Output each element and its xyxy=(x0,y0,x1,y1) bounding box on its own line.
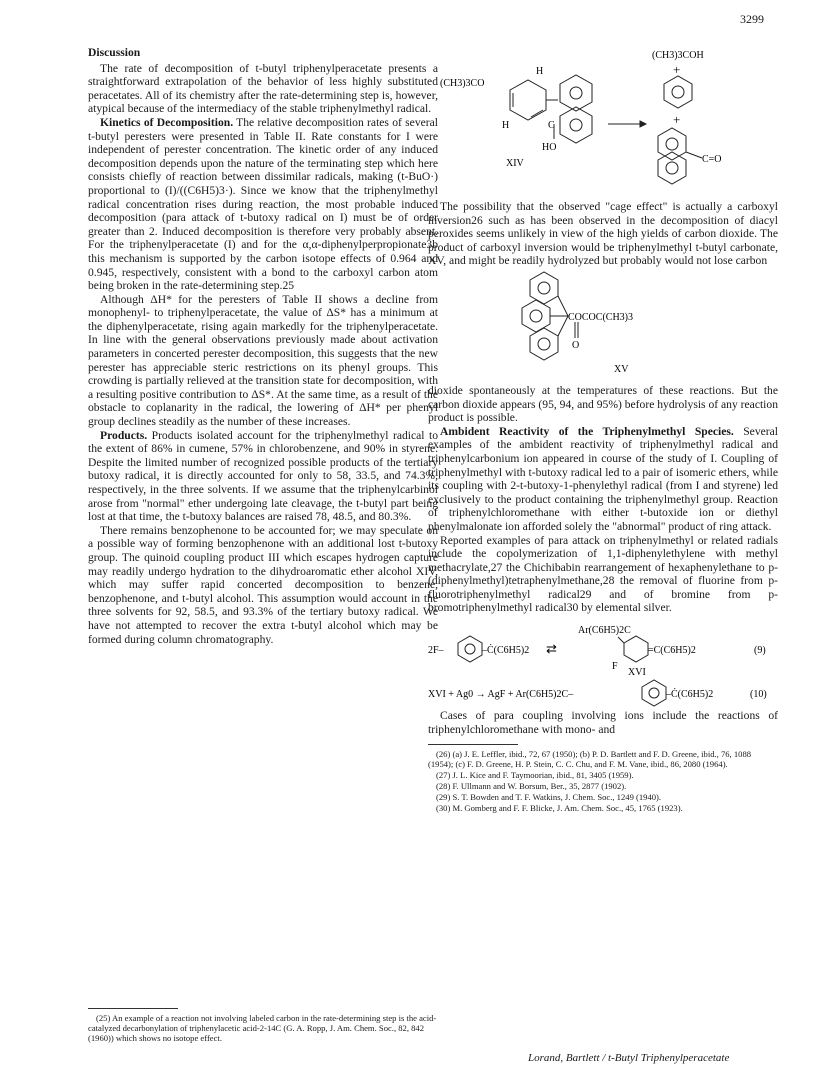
xv-oxygen: O xyxy=(572,339,580,351)
paragraph xyxy=(88,116,438,293)
paragraph: dioxide spontaneously at the temperatures of these reactions. But the carbon dioxide appears (95, 94, and 95%) before hydrolysis of any reaction product is possible. xyxy=(428,383,778,425)
paragraph xyxy=(88,429,438,524)
equilibrium-arrow: ⇄ xyxy=(546,641,557,657)
discussion-heading: Discussion xyxy=(88,46,141,59)
equation-9 xyxy=(428,615,778,677)
page-number: 3299 xyxy=(740,12,764,26)
paragraph: There remains benzophenone to be accounted for; we may speculate on a possible way of forming benzophenone with an additional lost t-butoxy group. The quinoid coupling product III which escapes hydrogen capture may readily undergo hydration to the dihydroaromatic ether alcohol XIV, which may suffer rapid concerted decomposition to benzene, benzophenone, and t-butyl alcohol. This assumption would account in the three solvents for 92, 58.5, and 93.3% of the tertiary butoxy radical. We have not attempted to recover the extra t-butyl alcohol which may be formed during column chromatography. xyxy=(88,523,438,646)
h-label: H xyxy=(502,120,510,131)
paragraph-text: Several examples of the ambident reactivity of triphenylmethyl radical and triphenylcarbonium ion appeared in course of the study of I. Coupling of triphenylmethyl with t-butoxy radical led to a pair of isomeric ethers, while its coupling with 2-t-butoxy-1-phenylethyl radical (from I and styrene) led exclusively to the product containing the triphenylmethyl group. Reaction of triphenylchloromethane with either t-butoxide ion or diethyl phenylmalonate ion afforded solely the "abnormal" product of ring attack. xyxy=(428,424,778,533)
footnote: (25) An example of a reaction not involving labeled carbon in the rate-determining step is the acid-catalyzed decarbonylation of triphenylacetic acid-2-14C (G. A. Ropp, J. Am. Chem. Soc., 82, 842 (1960)) which shows no isotope effect. xyxy=(88,1013,437,1043)
tbuco-label: (CH3)3CO xyxy=(440,78,485,89)
paragraph-text: Products isolated account for the triphenylmethyl radical to the extent of 86% in cumene, 57% in chlorobenzene, and 90% in styrene. Despite the limited number of recognized possible products of the tertiary butoxy radical, it is directly accounted for only to 58, 33.5, and 74.3%, respectively, in the three solvents. If we assume that the triphenylcarbinol arose from "normal" ether undergoing late cleavage, the t-butyl part being lost at that time, the t-butoxy balances are raised 78, 48.5, and 80.3%. xyxy=(88,428,438,524)
paragraph: Reported examples of para attack on triphenylmethyl or related radials include the copolymerization of 1,1-diphenylethylene with methyl methacrylate,27 the Chichibabin rearrangement of hexaphenylethane to p-(diphenylmethyl)tetraphenylmethane,28 the removal of fluorine from p-fluorotriphenylmethyl radical29 and of bromine from p-bromotriphenylmethyl radical30 by elemental silver. xyxy=(428,533,778,615)
footnotes-left xyxy=(88,1000,438,1044)
plus-sign: + xyxy=(673,62,681,77)
footnote: (26) (a) J. E. Leffler, ibid., 72, 67 (1950); (b) P. D. Bartlett and F. D. Greene, ibid., 76, 1088 (1954); (c) F. D. Greene, H. P. Stein, C. C. Chu, and F. M. Vane, ibid., 86, 2080 (1964). xyxy=(428,749,752,770)
xv-group: COCOC(CH3)3 xyxy=(568,311,634,323)
paragraph: The possibility that the observed "cage effect" is actually a carboxyl inversion26 such as has been observed in the decomposition of diacyl peroxides seems unlikely in view of the high yields of carbon dioxide. The product of carboxyl inversion would be triphenylmethyl t-butyl carbonate, XV, and might be readily hydrolyzed but probably would not lose carbon xyxy=(428,200,778,268)
compound-label: XIV xyxy=(506,158,524,169)
compound-label: XV xyxy=(614,363,629,375)
run-in-heading: Products. xyxy=(100,428,148,442)
footnote: (28) F. Ullmann and W. Borsum, Ber., 35, 2877 (1902). xyxy=(436,781,627,792)
carbonyl-label: C=O xyxy=(702,154,722,165)
structure-xv xyxy=(428,268,778,384)
paragraph xyxy=(428,425,778,534)
equation-10 xyxy=(428,677,778,709)
plus-sign: + xyxy=(673,112,681,127)
running-footer: Lorand, Bartlett / t-Butyl Triphenylperacetate xyxy=(528,1052,730,1064)
c-label: C xyxy=(548,120,555,131)
footnote: (27) J. L. Kice and F. Taymoorian, ibid., 81, 3405 (1959). xyxy=(436,770,634,781)
product-label: (CH3)3COH xyxy=(652,50,704,61)
paragraph: The rate of decomposition of t-butyl triphenylperacetate presents a straightforward extrapolation of the behavior of less highly substituted peracetates. All of its chemistry after the rate-determining step is, however, atypical because of the intermediacy of the stable triphenylmethyl radical. xyxy=(88,61,438,116)
eq10-right: –Ċ(C6H5)2 xyxy=(666,689,714,701)
right-column xyxy=(428,200,778,814)
equation-number: (10) xyxy=(750,689,767,701)
eq9-left: 2F– xyxy=(428,645,444,657)
scheme-xiv xyxy=(440,44,760,194)
paragraph-text: The relative decomposition rates of several t-butyl peresters were presented in Table II. Rate constants for I were independent of perester concentration. The kinetic order of any induced decomposition depends upon the nature of the terminating step which here consists chiefly of reaction between dissimilar radicals, making (t-BuO·) proportional to (I)/((C6H5)3·). Since we know that the triphenylmethyl radical concentration rises during reaction, the most probable induced decomposition (para attack of t-butoxy radical on I) must be of order greater than 2. Induced decomposition is therefore very probably absent. For the triphenylperacetate (I) and for the α,α-diphenylperpropionate3b this mechanism is supported by the carbon isotope effects of 0.964 and 0.945, respectively, consistent with a bond to the carboxyl carbon atom being broken in the rate-determining step.25 xyxy=(88,115,438,293)
compound-label: XVI xyxy=(628,667,646,678)
h-label: H xyxy=(536,66,544,77)
footnote: (30) M. Gomberg and F. F. Blicke, J. Am. Chem. Soc., 45, 1765 (1923). xyxy=(436,803,683,814)
eq9-top: Ar(C6H5)2C xyxy=(578,625,631,637)
eq9-mid: –Ċ(C6H5)2 xyxy=(482,645,530,657)
run-in-heading: Kinetics of Decomposition. xyxy=(100,115,234,129)
equation-number: (9) xyxy=(754,645,766,657)
ho-label: HO xyxy=(542,142,557,153)
footnote: (29) S. T. Bowden and T. F. Watkins, J. Chem. Soc., 1249 (1940). xyxy=(436,792,662,803)
paragraph: Although ΔH* for the peresters of Table II shows a decline from monophenyl- to triphenylperacetate, the value of ΔS* has a minimum at the diphenylperacetate, rising again markedly for the triphenylperacetate. In line with the general observations previously made about activation parameters in concerted perester decomposition, this suggests that the new perester has appreciable steric restrictions on its phenyl groups. This crowding is partially relieved at the transition state for decomposition, with a resulting positive contribution to ΔS*. At the same time, as a result of the obstacle to coplanarity in the radical, the lowering of ΔH* per phenyl group declines steadily as the number of these increases. xyxy=(88,292,438,429)
footnotes-right xyxy=(428,744,778,813)
paragraph: Cases of para coupling involving ions include the reactions of triphenylchloromethane with mono- and xyxy=(428,709,778,736)
run-in-heading: Ambident Reactivity of the Triphenylmethyl Species. xyxy=(440,424,734,438)
eq9-right: =C(C6H5)2 xyxy=(648,645,696,657)
eq10-left: XVI + Ag0 → AgF + Ar(C6H5)2C– xyxy=(428,689,574,701)
eq9-fluorine: F xyxy=(612,661,618,673)
